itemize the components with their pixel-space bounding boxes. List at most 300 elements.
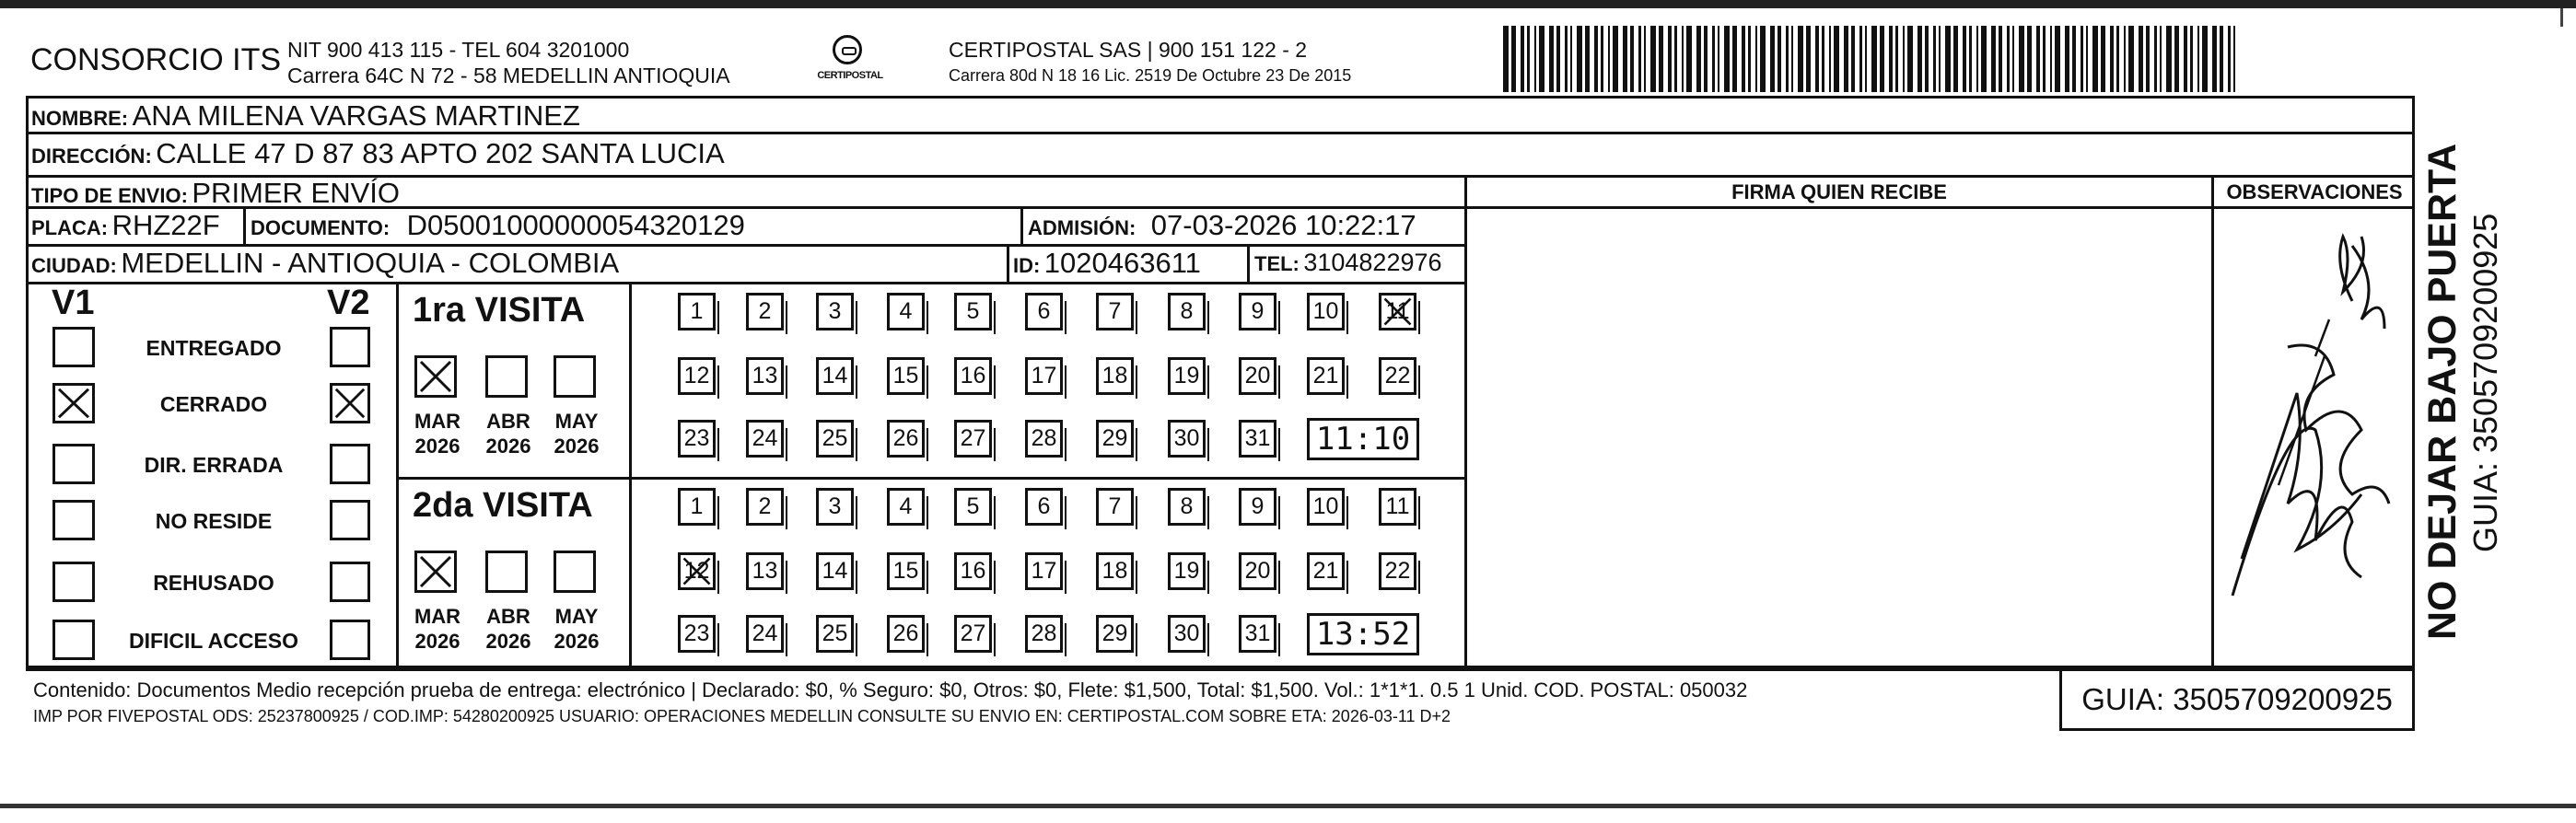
barcode-bar: [1630, 26, 1634, 92]
barcode-bar: [1724, 26, 1730, 92]
barcode-bar: [1760, 26, 1766, 92]
barcode-bar: [1865, 26, 1867, 92]
day-number: 7: [1108, 298, 1122, 324]
day-box[interactable]: [887, 293, 925, 330]
day-box[interactable]: [954, 420, 992, 458]
barcode-bar: [2012, 26, 2014, 92]
day-box[interactable]: [1096, 293, 1134, 330]
barcode-bar: [2190, 26, 2193, 92]
day-number: 5: [966, 298, 980, 324]
ciudad-field: [31, 247, 619, 280]
direccion-row: [31, 137, 725, 170]
day-box[interactable]: [816, 552, 854, 590]
ciudad-label: CIUDAD:: [31, 254, 117, 277]
barcode-bar: [2166, 26, 2172, 92]
month-checkbox[interactable]: [485, 551, 528, 593]
day-number: 30: [1173, 425, 1200, 451]
day-number: 23: [683, 620, 710, 646]
visit-title: 2da VISITA: [413, 486, 593, 525]
barcode-bar: [1585, 26, 1590, 92]
month-name: MAR: [414, 410, 461, 433]
month-year: 2026: [554, 630, 600, 653]
day-number: 10: [1312, 298, 1339, 324]
day-number: 9: [1251, 298, 1265, 324]
barcode-bar: [1659, 26, 1663, 92]
day-box[interactable]: [1379, 357, 1416, 395]
day-number: 16: [960, 363, 986, 388]
day-number: 3: [828, 298, 842, 324]
edge-mark: [2560, 8, 2563, 27]
v1-checkbox[interactable]: [52, 383, 95, 423]
day-number: 27: [960, 425, 986, 451]
v1-checkbox[interactable]: [52, 327, 95, 367]
day-number: 31: [1244, 425, 1271, 451]
day-box[interactable]: [1168, 552, 1206, 590]
day-number: 17: [1031, 558, 1057, 584]
day-box[interactable]: [887, 357, 925, 395]
barcode-bar: [1907, 26, 1913, 92]
top-border: [0, 0, 2576, 8]
day-box[interactable]: [816, 293, 854, 330]
barcode-bar: [1674, 26, 1677, 92]
handwritten-signature: [2214, 209, 2413, 666]
day-box[interactable]: [887, 552, 925, 590]
id-value: 1020463611: [1043, 247, 1201, 279]
barcode-bar: [1748, 26, 1751, 92]
barcode-bar: [1976, 26, 1978, 92]
nit-line: NIT 900 413 115 - TEL 604 3201000: [287, 38, 630, 62]
day-box[interactable]: [954, 552, 992, 590]
barcode-bar: [1925, 26, 1929, 92]
barcode-bar: [1895, 26, 1898, 92]
line: [396, 282, 399, 668]
barcode-bar: [2212, 26, 2217, 92]
day-number: 1: [690, 493, 704, 519]
status-label: DIFICIL ACCESO: [128, 629, 298, 653]
nombre-row: [31, 99, 580, 133]
day-box[interactable]: [746, 420, 784, 458]
month-label: [476, 409, 541, 458]
day-box[interactable]: [1239, 552, 1276, 590]
day-box[interactable]: [746, 615, 784, 653]
placa-label: PLACA:: [31, 216, 109, 239]
day-number: 11: [1385, 493, 1410, 519]
barcode-bar: [1871, 26, 1877, 92]
id-field: [1013, 247, 1201, 280]
barcode-bar: [1953, 26, 1958, 92]
day-box[interactable]: [746, 488, 784, 526]
day-number: 15: [892, 363, 919, 388]
nombre-label: NOMBRE:: [31, 107, 129, 130]
barcode-bar: [2050, 26, 2052, 92]
day-number: 29: [1102, 620, 1128, 646]
barcode-bar: [1917, 26, 1922, 92]
day-box[interactable]: [887, 420, 925, 458]
day-number: 1: [690, 298, 704, 324]
documento-label: DOCUMENTO:: [251, 216, 390, 239]
barcode-bar: [1981, 26, 1987, 92]
barcode-bar: [1778, 26, 1781, 92]
day-number: 14: [822, 363, 848, 388]
check-x-icon: [1381, 296, 1414, 328]
day-box[interactable]: [678, 357, 716, 395]
certi-line2: Carrera 80d N 18 16 Lic. 2519 De Octubre 23 De 2015: [949, 66, 1352, 85]
barcode-bar: [1834, 26, 1839, 92]
admision-label: ADMISIÓN:: [1028, 216, 1136, 239]
footer-imp: IMP POR FIVEPOSTAL ODS: 25237800925 / COD.IMP: 54280200925 USUARIO: OPERACIONES MEDELLIN CONSULTE SU ENVIO EN: CERTIPOSTAL.COM SOBRE ETA: 2026-03-11 D+2: [33, 707, 1451, 725]
barcode-bar: [2092, 26, 2098, 92]
status-label: NO RESIDE: [155, 509, 273, 533]
day-box[interactable]: [1096, 488, 1134, 526]
month-label: [544, 409, 609, 458]
line: [396, 477, 1467, 480]
v2-checkbox[interactable]: [330, 383, 370, 423]
barcode-bar: [1503, 26, 1509, 92]
day-number: 13: [752, 558, 778, 584]
day-number: 28: [1031, 620, 1057, 646]
barcode-bar: [1712, 26, 1715, 92]
v2-checkbox[interactable]: [330, 562, 370, 602]
barcode-bar: [2174, 26, 2179, 92]
visit-time[interactable]: 11:10: [1307, 418, 1419, 460]
barcode-bar: [1570, 26, 1572, 92]
month-checkbox[interactable]: [554, 551, 596, 593]
tel-field: [1254, 249, 1442, 277]
barcode-bar: [2019, 26, 2024, 92]
v1-checkbox[interactable]: [52, 620, 95, 660]
month-name: ABR: [486, 410, 530, 433]
day-box[interactable]: [1096, 552, 1134, 590]
firma-header: FIRMA QUIEN RECIBE: [1731, 180, 1947, 203]
barcode-bar: [2220, 26, 2223, 92]
day-number: 22: [1384, 363, 1411, 388]
day-box[interactable]: [746, 357, 784, 395]
barcode-bar: [1601, 26, 1603, 92]
day-box[interactable]: [1096, 420, 1134, 458]
day-number: 24: [752, 425, 778, 451]
month-label: [405, 604, 470, 654]
barcode-bar: [2233, 26, 2235, 92]
day-number: 14: [822, 558, 848, 584]
direccion-value: CALLE 47 D 87 83 APTO 202 SANTA LUCIA: [156, 137, 725, 169]
barcode-bar: [1623, 26, 1627, 92]
day-box[interactable]: [1239, 488, 1276, 526]
day-box[interactable]: [1239, 615, 1276, 653]
day-number: 2: [758, 298, 772, 324]
barcode-bar: [2086, 26, 2088, 92]
barcode-bar: [1829, 26, 1831, 92]
day-number: 11: [1385, 298, 1410, 324]
month-year: 2026: [554, 435, 600, 458]
day-number: 16: [960, 558, 986, 584]
v2-checkbox[interactable]: [330, 444, 370, 484]
admision-field: [1028, 209, 1416, 242]
v1-label: V1: [52, 284, 95, 322]
day-number: 31: [1244, 620, 1271, 646]
day-number: 22: [1384, 558, 1411, 584]
day-box[interactable]: [1239, 293, 1276, 330]
v1-checkbox[interactable]: [52, 500, 95, 540]
day-box[interactable]: [1025, 488, 1063, 526]
admision-value: 07-03-2026 10:22:17: [1150, 209, 1416, 241]
month-year: 2026: [485, 435, 531, 458]
v1-checkbox[interactable]: [52, 562, 95, 602]
day-number: 8: [1180, 298, 1194, 324]
barcode-bar: [2154, 26, 2157, 92]
day-box[interactable]: [954, 488, 992, 526]
barcode-bar: [1844, 26, 1848, 92]
status-label: REHUSADO: [153, 571, 274, 595]
day-number: 8: [1180, 493, 1194, 519]
barcode-bar: [2160, 26, 2162, 92]
day-box[interactable]: [746, 552, 784, 590]
barcode-bar: [1696, 26, 1701, 92]
day-box[interactable]: [1239, 357, 1276, 395]
barcode-bar: [2202, 26, 2208, 92]
barcode-bar: [2124, 26, 2126, 92]
documento-value: D05001000000054320129: [406, 209, 745, 241]
barcode-bar: [1806, 26, 1811, 92]
day-number: 21: [1312, 363, 1339, 388]
no-dejar-warning: NO DEJAR BAJO PUERTA: [2420, 143, 2465, 640]
day-box[interactable]: [954, 615, 992, 653]
day-box[interactable]: [1025, 552, 1063, 590]
day-box[interactable]: [1168, 293, 1206, 330]
day-box[interactable]: [678, 293, 716, 330]
day-box[interactable]: [954, 357, 992, 395]
barcode-bar: [1686, 26, 1692, 92]
v2-checkbox[interactable]: [330, 500, 370, 540]
day-number: 6: [1037, 493, 1051, 519]
barcode-bar: [1851, 26, 1855, 92]
month-checkbox[interactable]: [414, 355, 457, 398]
barcode-bar: [1798, 26, 1803, 92]
footer-contenido: Contenido: Documentos Medio recepción prueba de entrega: electrónico | Declarado: $0, % Seguro: $0, Otros: $0, Flete: $1,500, Total: $1,500. Vol.: 1*1*1. 0.5 1 Unid. COD. POSTAL: 050032: [33, 678, 1748, 701]
v2-checkbox[interactable]: [330, 327, 370, 367]
barcode-bar: [1732, 26, 1737, 92]
day-box[interactable]: [1307, 552, 1345, 590]
barcode-bar: [1791, 26, 1793, 92]
barcode-bar: [1755, 26, 1757, 92]
visit-time[interactable]: 13:52: [1307, 613, 1419, 655]
day-number: 9: [1251, 493, 1265, 519]
barcode-bar: [1527, 26, 1530, 92]
barcode-bar: [2065, 26, 2069, 92]
tel-value: 3104822976: [1303, 249, 1442, 276]
barcode-bar: [1815, 26, 1819, 92]
barcode-bar: [1718, 26, 1719, 92]
day-number: 26: [892, 425, 919, 451]
day-number: 26: [892, 620, 919, 646]
day-box[interactable]: [816, 357, 854, 395]
day-number: 23: [683, 425, 710, 451]
certi-line1: CERTIPOSTAL SAS | 900 151 122 - 2: [949, 38, 1308, 62]
barcode-bar: [1565, 26, 1568, 92]
day-box[interactable]: [1025, 420, 1063, 458]
day-box[interactable]: [816, 488, 854, 526]
day-number: 24: [752, 620, 778, 646]
day-box[interactable]: [887, 615, 925, 653]
day-box[interactable]: [1307, 357, 1345, 395]
bottom-border: [0, 804, 2576, 808]
barcode-bar: [1556, 26, 1560, 92]
barcode-bar: [1539, 26, 1544, 92]
day-box[interactable]: [1096, 357, 1134, 395]
day-number: 13: [752, 363, 778, 388]
day-number: 20: [1244, 363, 1271, 388]
barcode-bar: [1939, 26, 1941, 92]
company-name: CONSORCIO ITS: [30, 42, 282, 77]
day-box[interactable]: [954, 293, 992, 330]
day-box[interactable]: [1379, 488, 1416, 526]
barcode-bar: [1534, 26, 1536, 92]
month-year: 2026: [414, 630, 460, 653]
barcode-bar: [2081, 26, 2083, 92]
day-number: 7: [1108, 493, 1122, 519]
barcode-bar: [1682, 26, 1684, 92]
line: [1007, 244, 1009, 282]
barcode-bar: [2228, 26, 2231, 92]
barcode-bar: [1594, 26, 1598, 92]
certipostal-logo: [810, 35, 890, 96]
month-name: ABR: [486, 605, 530, 628]
day-number: 21: [1312, 558, 1339, 584]
barcode-bar: [2101, 26, 2105, 92]
day-number: 28: [1031, 425, 1057, 451]
check-x-icon: [417, 358, 454, 395]
v2-checkbox[interactable]: [330, 620, 370, 660]
nombre-value: ANA MILENA VARGAS MARTINEZ: [132, 99, 580, 132]
id-label: ID:: [1013, 254, 1041, 277]
month-checkbox[interactable]: [485, 355, 528, 398]
day-number: 20: [1244, 558, 1271, 584]
day-box[interactable]: [1379, 293, 1416, 330]
barcode-bar: [1668, 26, 1672, 92]
barcode-bar: [1577, 26, 1582, 92]
v2-label: V2: [327, 284, 370, 322]
barcode-bar: [1511, 26, 1516, 92]
day-box[interactable]: [1239, 420, 1276, 458]
barcode-bar: [1638, 26, 1641, 92]
visit-title: 1ra VISITA: [413, 291, 586, 330]
line: [26, 668, 2415, 671]
day-number: 30: [1173, 620, 1200, 646]
month-checkbox[interactable]: [554, 355, 596, 398]
day-box[interactable]: [678, 420, 716, 458]
day-box[interactable]: [1307, 293, 1345, 330]
day-number: 18: [1102, 558, 1128, 584]
barcode-bar: [2116, 26, 2119, 92]
footer-guia: GUIA: 3505709200925: [2081, 682, 2393, 716]
day-number: 15: [892, 558, 919, 584]
barcode-bar: [1549, 26, 1554, 92]
v1-checkbox[interactable]: [52, 444, 95, 484]
side-guia: GUIA: 3505709200925: [2466, 213, 2504, 552]
ciudad-value: MEDELLIN - ANTIOQUIA - COLOMBIA: [121, 247, 620, 279]
barcode-bar: [1991, 26, 1996, 92]
barcode-bar: [2072, 26, 2076, 92]
barcode-bar: [1880, 26, 1884, 92]
day-box[interactable]: [1025, 357, 1063, 395]
barcode-bar: [1963, 26, 1966, 92]
direccion-label: DIRECCIÓN:: [31, 145, 152, 168]
barcode-bar: [1613, 26, 1618, 92]
day-box[interactable]: [1168, 357, 1206, 395]
check-x-icon: [332, 386, 367, 421]
month-label: [476, 604, 541, 654]
line: [629, 282, 632, 668]
month-label: [405, 409, 470, 458]
barcode-bar: [2184, 26, 2187, 92]
barcode-bar: [1770, 26, 1775, 92]
barcode-bar: [1945, 26, 1951, 92]
day-box[interactable]: [1025, 615, 1063, 653]
day-box[interactable]: [1025, 293, 1063, 330]
status-label: ENTREGADO: [146, 336, 282, 360]
day-box[interactable]: [816, 615, 854, 653]
barcode-bar: [2110, 26, 2114, 92]
day-number: 3: [828, 493, 842, 519]
barcode-bar: [2146, 26, 2150, 92]
line: [1464, 175, 1467, 668]
barcode-bar: [1742, 26, 1745, 92]
check-x-icon: [417, 553, 454, 590]
month-checkbox[interactable]: [414, 551, 457, 593]
day-box[interactable]: [1168, 420, 1206, 458]
barcode-bar: [2197, 26, 2199, 92]
status-label: CERRADO: [159, 392, 268, 416]
observaciones-header: OBSERVACIONES: [2226, 180, 2403, 203]
barcode-bar: [2036, 26, 2040, 92]
barcode: [1503, 26, 2240, 92]
month-year: 2026: [485, 630, 531, 653]
day-box[interactable]: [1168, 615, 1206, 653]
day-box[interactable]: [1096, 615, 1134, 653]
day-box[interactable]: [746, 293, 784, 330]
day-box[interactable]: [678, 488, 716, 526]
barcode-bar: [1969, 26, 1972, 92]
day-number: 25: [822, 425, 848, 451]
day-number: 4: [899, 298, 913, 324]
day-box[interactable]: [1379, 552, 1416, 590]
day-box[interactable]: [678, 615, 716, 653]
logo-text: CERTIPOSTAL: [817, 70, 883, 81]
day-box[interactable]: [887, 488, 925, 526]
barcode-bar: [1650, 26, 1656, 92]
day-number: 19: [1173, 558, 1200, 584]
barcode-bar: [1521, 26, 1524, 92]
day-box[interactable]: [1168, 488, 1206, 526]
month-name: MAY: [554, 410, 599, 433]
barcode-bar: [1644, 26, 1646, 92]
day-number: 10: [1312, 493, 1339, 519]
day-box[interactable]: [816, 420, 854, 458]
day-number: 12: [683, 558, 710, 584]
day-number: 2: [758, 493, 772, 519]
tel-label: TEL:: [1254, 252, 1300, 275]
day-box[interactable]: [678, 552, 716, 590]
check-x-icon: [681, 555, 713, 587]
barcode-bar: [1999, 26, 2002, 92]
line: [243, 206, 246, 244]
placa-value: RHZ22F: [111, 209, 220, 241]
barcode-bar: [2043, 26, 2046, 92]
day-number: 25: [822, 620, 848, 646]
address-line: Carrera 64C N 72 - 58 MEDELLIN ANTIOQUIA: [287, 64, 730, 87]
day-box[interactable]: [1307, 488, 1345, 526]
certipostal-info: [949, 37, 1351, 88]
barcode-bar: [1608, 26, 1610, 92]
